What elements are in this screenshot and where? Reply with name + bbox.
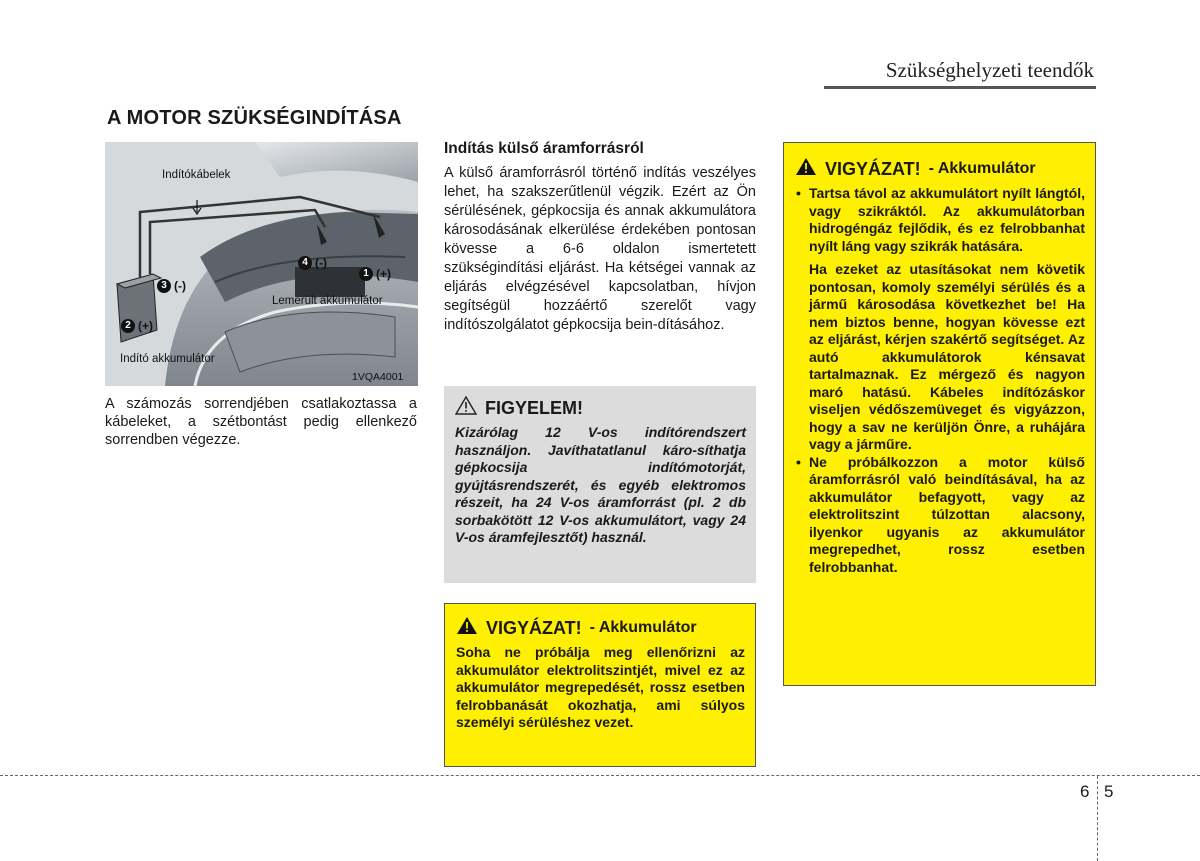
- warning-bullet-list: [795, 185, 1085, 576]
- notice-title: FIGYELEM!: [485, 397, 583, 418]
- bullet-continuation: Ha ezeket az utasításokat nem követik pontosan, komoly személyi sérülés és a jármű károsodása következhet be! Ha nem biztos benne, hogyan kövesse ezt az eljárást, kérjen szakértő segítséget. Az autó akkumulátorok kénsavat tartalmaznak. Ez mérgező és nagyon maró hatású. Kábeles indítózáskor viseljen védőszemüveget és vigyázzon, hogy a sav ne kerüljön Önre, a ruhájára vagy a járműre.: [809, 261, 1085, 452]
- subsection-body: A külső áramforrásról történő indítás veszélyes lehet, ha szakszerűtlenül végzik. Ezért az Ön sérülésének, gépkocsija és annak akkumulátora károsodásának elkerülése érdekében pontosan kövesse a 6-6 oldalon ismertetett szükségindítási eljárást. Ha kétségei vannak az eljárás elvégzésével kapcsolatban, hívjon segítségül hozzáértő szerelőt vagy indítószolgálatot gépkocsija bein-dításához.: [444, 165, 756, 333]
- callout-sign: (+): [376, 267, 391, 281]
- list-item: [795, 454, 1085, 577]
- warning-box-electrolyte: [444, 603, 756, 767]
- warning-triangle-icon: [456, 616, 478, 640]
- callout-3: [157, 279, 186, 293]
- callout-number: 4: [298, 256, 312, 270]
- jump-start-illustration: [105, 142, 418, 386]
- warning-title-row: [795, 157, 1085, 181]
- chapter-number: 6: [1080, 782, 1090, 801]
- callout-1: [359, 267, 391, 281]
- callout-number: 3: [157, 279, 171, 293]
- notice-title-row: [455, 396, 746, 420]
- caution-triangle-icon: [455, 396, 477, 420]
- warning-subtitle: - Akkumulátor: [589, 619, 697, 636]
- section-title: A MOTOR SZÜKSÉGINDÍTÁSA: [107, 107, 402, 129]
- label-donor-battery: Indító akkumulátor: [120, 353, 215, 365]
- warning-subtitle: - Akkumulátor: [928, 160, 1036, 177]
- footer-dashed-divider: [1097, 776, 1098, 861]
- callout-2: [121, 319, 153, 333]
- subsection-heading: Indítás külső áramforrásról: [444, 140, 644, 157]
- car-engine-bay-drawing: [105, 142, 418, 386]
- bullet-text: Tartsa távol az akkumulátort nyílt lángtól, vagy szikráktól. Az akkumulátorban hidrogéngáz fejlődik, és ez felrobbanhat nyílt láng vagy szikrák hatására.: [809, 185, 1085, 254]
- footer-dashed-rule: [0, 775, 1200, 776]
- page-number: 5: [1104, 782, 1114, 801]
- label-jumper-cables: Indítókábelek: [162, 169, 231, 181]
- callout-4: [298, 256, 327, 270]
- figure-code: 1VQA4001: [352, 371, 404, 383]
- warning-title: VIGYÁZAT!: [486, 617, 582, 638]
- bullet-text: Ne próbálkozzon a motor külső áramforrásról való beindításával, ha az akkumulátor befagyott, vagy az elektrolitszint túlzottan alacsony, ilyenkor ugyanis az akkumulátor megrepedhet, rossz esetben felrobbanhat.: [809, 453, 1085, 575]
- warning-title-row: [456, 616, 745, 640]
- warning-text: Soha ne próbálja meg ellenőrizni az akkumulátor elektrolitszintjét, mivel ez az akkumulátor megrepedését, rossz esetben felrobbanását okozhatja, ami súlyos személyi sérüléshez vezet.: [456, 644, 745, 730]
- callout-number: 2: [121, 319, 135, 333]
- header-rule: [824, 86, 1096, 89]
- notice-text: Kizárólag 12 V-os indítórendszert használjon. Javíthatatlanul káro-síthatja gépkocsija indítómotorját, gyújtásrendszerét, és egyéb elektromos részeit, ha 24 V-os áramforrást (pl. 2 db sorbakötött 12 V-os akkumulátort, vagy 24 V-os áramfejlesztőt) használ.: [455, 424, 746, 545]
- notice-box: [444, 386, 756, 583]
- callout-sign: (+): [138, 319, 153, 333]
- warning-triangle-icon: [795, 157, 817, 181]
- callout-sign: (-): [315, 256, 327, 270]
- warning-box-battery: [783, 142, 1096, 686]
- callout-number: 1: [359, 267, 373, 281]
- running-header: Szükséghelyzeti teendők: [885, 58, 1094, 82]
- label-dead-battery: Lemerült akkumulátor: [272, 295, 383, 307]
- warning-title: VIGYÁZAT!: [825, 158, 921, 179]
- callout-sign: (-): [174, 279, 186, 293]
- list-item: [795, 185, 1085, 454]
- figure-caption: A számozás sorrendjében csatlakoztassa a kábeleket, a szétbontást pedig ellenkező sorrendben végezze.: [105, 396, 417, 448]
